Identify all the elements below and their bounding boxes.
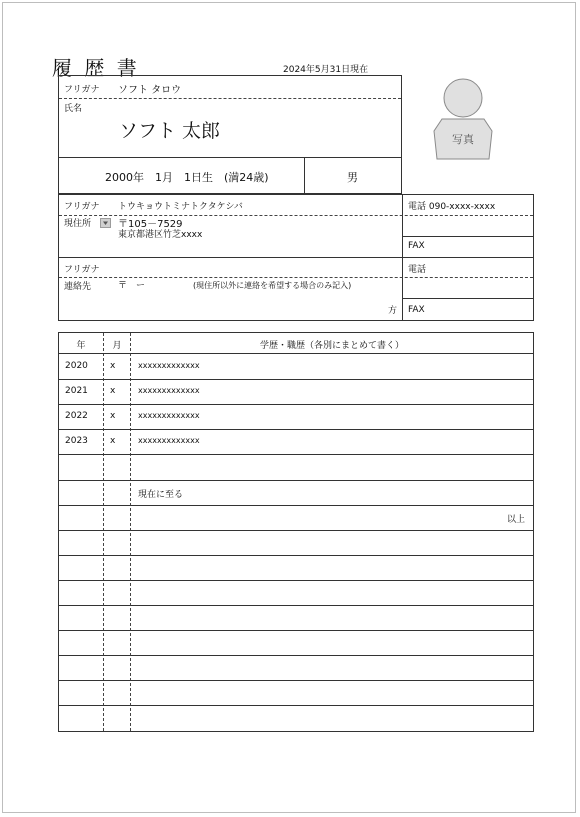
person-icon — [432, 78, 494, 162]
document-date: 2024年5月31日現在 — [283, 65, 369, 75]
divider — [59, 257, 533, 258]
address-postal[interactable]: 〒105－7529 — [118, 219, 183, 230]
name-label: 氏名 — [64, 104, 83, 114]
divider — [59, 98, 401, 99]
birth-date[interactable]: 2000年 1月 1日生 (満24歳) — [105, 171, 269, 184]
header-month: 月 — [112, 341, 122, 351]
history-month: x — [110, 386, 116, 396]
contact-suffix: 方 — [388, 306, 398, 316]
photo-label: 写真 — [452, 133, 474, 146]
contact-postal[interactable]: 〒 ー — [118, 281, 146, 291]
gender[interactable]: 男 — [347, 171, 358, 184]
divider — [403, 298, 533, 299]
document-title: 履 歴 書 — [52, 56, 140, 80]
address-fax-label: FAX — [408, 241, 425, 251]
history-month: x — [110, 411, 116, 421]
history-row[interactable] — [59, 555, 533, 580]
divider — [304, 157, 305, 194]
history-row[interactable] — [59, 630, 533, 655]
address-label: 現住所 — [64, 219, 92, 229]
history-year: 2020 — [65, 361, 88, 371]
contact-note: (現住所以外に連絡を希望する場合のみ記入) — [193, 281, 352, 290]
address-furigana[interactable]: トウキョウトミナトクタケシバ — [118, 202, 243, 212]
history-row[interactable] — [59, 379, 533, 404]
contact-fax-label: FAX — [408, 305, 425, 315]
history-row[interactable] — [59, 680, 533, 705]
history-row[interactable] — [59, 354, 533, 379]
history-row[interactable] — [59, 454, 533, 479]
address-phone[interactable]: 電話 090-xxxx-xxxx — [408, 202, 496, 212]
contact-phone-label: 電話 — [408, 265, 427, 275]
history-row[interactable] — [59, 429, 533, 454]
history-month: x — [110, 436, 116, 446]
history-month: x — [110, 361, 116, 371]
photo-placeholder[interactable] — [432, 78, 494, 162]
divider — [403, 236, 533, 237]
chevron-down-icon — [101, 219, 110, 227]
full-name[interactable]: ソフト 太郎 — [119, 120, 221, 142]
history-row[interactable] — [59, 655, 533, 680]
history-row[interactable] — [59, 505, 533, 530]
history-row[interactable] — [59, 705, 533, 730]
contact-label: 連絡先 — [64, 282, 92, 292]
history-row[interactable] — [59, 404, 533, 429]
history-row[interactable] — [59, 530, 533, 555]
history-text: 現在に至る — [138, 490, 184, 500]
history-row[interactable] — [59, 580, 533, 605]
address-line[interactable]: 東京都港区竹芝xxxx — [118, 230, 203, 240]
history-text: xxxxxxxxxxxxx — [138, 411, 200, 420]
history-year: 2022 — [65, 411, 88, 421]
history-year: 2021 — [65, 386, 88, 396]
history-text: xxxxxxxxxxxxx — [138, 386, 200, 395]
name-furigana[interactable]: ソフト タロウ — [118, 85, 182, 96]
history-row[interactable] — [59, 605, 533, 630]
history-right-note: 以上 — [506, 515, 525, 525]
history-text: xxxxxxxxxxxxx — [138, 361, 200, 370]
history-row[interactable] — [59, 480, 533, 505]
history-text: xxxxxxxxxxxxx — [138, 436, 200, 445]
address-furigana-label: フリガナ — [64, 202, 100, 212]
furigana-label: フリガナ — [64, 85, 100, 95]
history-year: 2023 — [65, 436, 88, 446]
header-year: 年 — [76, 341, 86, 351]
address-dropdown-button[interactable] — [100, 218, 111, 228]
divider — [59, 157, 401, 158]
header-history: 学歴・職歴（各別にまとめて書く） — [259, 341, 404, 351]
contact-furigana-label: フリガナ — [64, 265, 100, 275]
